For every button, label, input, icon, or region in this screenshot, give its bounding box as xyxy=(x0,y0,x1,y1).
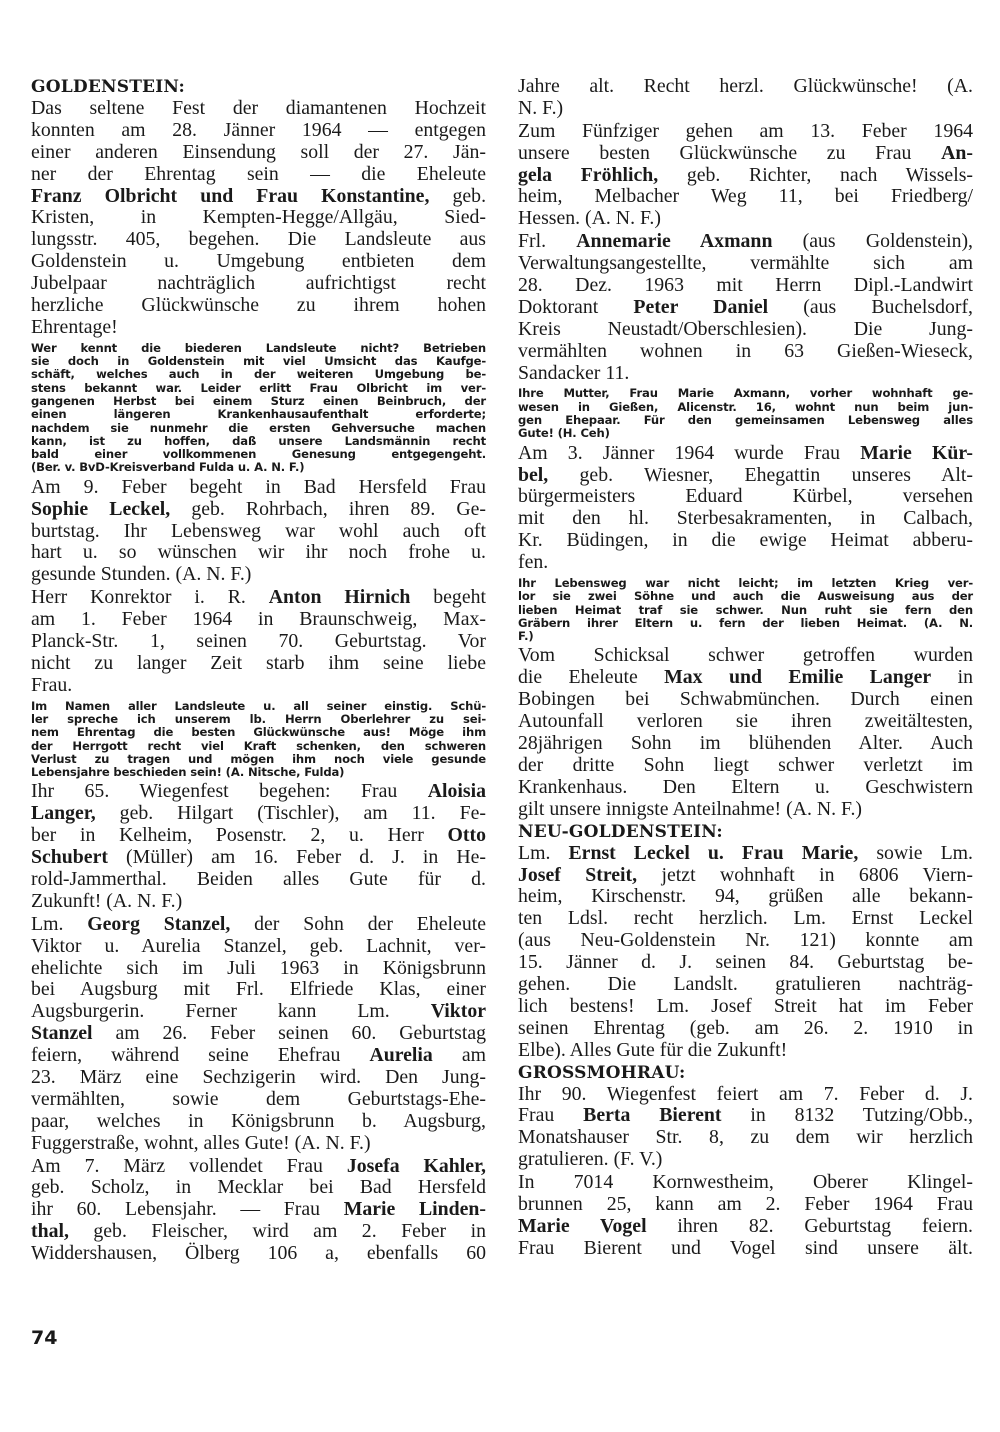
text-line xyxy=(31,382,486,395)
text-line xyxy=(31,1001,486,1023)
text-line xyxy=(518,865,973,887)
text-run: Kreis Neustadt/Oberschlesien). Die Jung- xyxy=(518,317,973,340)
text-line xyxy=(518,667,973,689)
bold-name: Aurelia xyxy=(369,1044,433,1067)
text-run: (Müller) am 16. Feber d. J. in He- xyxy=(107,846,486,869)
text-line xyxy=(31,564,486,586)
page-number: 74 xyxy=(31,1327,58,1349)
bold-name: Josefa Kahler, xyxy=(346,1154,486,1177)
comment-paragraph xyxy=(31,700,486,780)
text-line xyxy=(31,825,486,847)
text-run: rold-Jammerthal. Beiden alles Gute für d. xyxy=(31,868,486,891)
bold-name: Ernst Leckel u. Frau Marie, xyxy=(568,841,859,864)
text-line xyxy=(31,461,486,474)
text-line xyxy=(518,733,973,755)
text-run: (aus Goldenstein), xyxy=(772,230,973,253)
article-paragraph xyxy=(518,1172,973,1260)
text-run: Doktorant xyxy=(518,295,634,318)
text-run: Ihre Mutter, Frau Marie Axmann, vorher wohnhaft ge- xyxy=(518,386,973,401)
text-run: vermählten, sowie dem Geburtstags-Ehe- xyxy=(31,1087,486,1110)
text-run: Herr Konrektor i. R. xyxy=(31,586,269,609)
article-paragraph xyxy=(31,98,486,339)
text-line xyxy=(518,319,973,341)
text-run: geb. Fleischer, wird am 2. Feber in xyxy=(68,1220,486,1243)
section-heading: GROSSMOHRAU: xyxy=(518,1062,686,1083)
bold-name: bel, xyxy=(518,463,549,486)
text-line xyxy=(518,143,973,165)
article-paragraph xyxy=(31,1156,486,1265)
text-run: stens bekannt war. Leider erlitt Frau Olbricht im ver- xyxy=(31,380,486,395)
text-run: jetzt wohnhaft in 6806 Viern- xyxy=(637,863,973,886)
text-line xyxy=(31,408,486,421)
text-line xyxy=(518,76,973,98)
text-run: Vom Schicksal schwer getroffen wurden xyxy=(518,644,973,667)
text-line xyxy=(31,164,486,186)
text-run: geb. Rohrbach, ihren 89. Ge- xyxy=(170,497,487,520)
bold-name: Max und Emilie Langer xyxy=(664,666,932,689)
text-run: ihren 82. Geburtstag feiern. xyxy=(646,1214,974,1237)
text-line xyxy=(518,1194,973,1216)
text-run: gen Ehepaar. Für den gemeinsamen Lebensweg alles xyxy=(518,413,973,428)
text-line xyxy=(31,1089,486,1111)
text-line xyxy=(31,368,486,381)
text-run: Goldenstein u. Umgebung entbieten dem xyxy=(31,250,486,273)
text-line xyxy=(518,777,973,799)
text-run: wesen in Gießen, Alicenstr. 16, wohnt nun beim jun- xyxy=(518,399,973,414)
text-line xyxy=(31,521,486,543)
text-run: Elbe). Alles Gute für die Zukunft! xyxy=(518,1038,788,1061)
text-run: brunnen 25, kann am 2. Feber 1964 Frau xyxy=(518,1192,973,1215)
text-line xyxy=(518,165,973,187)
text-line xyxy=(518,755,973,777)
text-line xyxy=(518,590,973,603)
text-run: herzliche Glückwünsche zu ihrem hohen xyxy=(31,294,486,317)
text-run: Frau xyxy=(518,1104,584,1127)
text-line xyxy=(518,552,973,574)
bold-name: Anton Hirnich xyxy=(268,586,411,609)
text-line xyxy=(31,726,486,739)
text-line xyxy=(31,1199,486,1221)
article-paragraph xyxy=(518,1084,973,1172)
text-line xyxy=(31,355,486,368)
text-run: paar, welches in Königsbrunn b. Augsburg, xyxy=(31,1109,486,1132)
text-run: (aus Buchelsdorf, xyxy=(768,295,973,318)
text-run: Am 7. März vollendet Frau xyxy=(31,1154,347,1177)
text-line xyxy=(518,617,973,630)
text-line xyxy=(518,1238,973,1260)
text-line xyxy=(31,781,486,803)
text-line xyxy=(518,930,973,952)
text-run: gangenen Herbst bei einem Sturz einen Beinbruch, der xyxy=(31,393,486,408)
text-run: Jahre alt. Recht herzl. Glückwünsche! (A. xyxy=(518,75,973,97)
text-line xyxy=(518,799,973,821)
bold-name: Berta Bierent xyxy=(583,1104,722,1127)
comment-paragraph xyxy=(518,577,973,643)
article-paragraph xyxy=(518,645,973,820)
text-run: Zukunft! (A. N. F.) xyxy=(31,889,183,912)
text-run: Lm. xyxy=(31,912,88,935)
text-line xyxy=(518,1084,973,1106)
text-line xyxy=(31,186,486,208)
text-line xyxy=(518,208,973,230)
text-run: heim, Kirschenstr. 94, grüßen alle bekann- xyxy=(518,885,973,908)
text-line xyxy=(518,530,973,552)
text-run: kann, ist zu hoffen, daß unsere Landsmännin recht xyxy=(31,433,486,448)
text-run: Kristen, in Kempten-Hegge/Allgäu, Sied- xyxy=(31,206,486,229)
text-run: ihr 60. Lebensjahr. — Frau xyxy=(31,1198,344,1221)
text-line xyxy=(518,974,973,996)
text-line xyxy=(31,803,486,825)
text-line xyxy=(518,401,973,414)
text-run: Autounfall verloren sie ihren zweitältesten, xyxy=(518,710,973,733)
text-line xyxy=(31,1067,486,1089)
text-run: Zum Fünfziger gehen am 13. Feber 1964 xyxy=(518,119,973,142)
text-line xyxy=(31,229,486,251)
text-run: Lm. xyxy=(518,841,569,864)
bold-name: Marie Linden- xyxy=(343,1198,487,1221)
text-run: 28jährigen Sohn im blühenden Alter. Auch xyxy=(518,732,973,755)
text-run: Verwaltungsangestellte, vermählte sich am xyxy=(518,252,973,275)
text-run: Ihr Lebensweg war nicht leicht; im letzten Krieg ver- xyxy=(518,576,973,590)
article-paragraph xyxy=(31,587,486,696)
text-run: Frl. xyxy=(518,230,577,253)
text-line xyxy=(31,609,486,631)
text-run: vermählten wohnen in 63 Gießen-Wieseck, xyxy=(518,339,973,362)
text-line xyxy=(518,908,973,930)
text-run: In 7014 Kornwestheim, Oberer Klingel- xyxy=(518,1171,973,1194)
text-line xyxy=(31,542,486,564)
text-run: Am 9. Feber begeht in Bad Hersfeld Frau xyxy=(31,475,486,498)
text-run: feiern, während seine Ehefrau xyxy=(31,1044,370,1067)
text-run: lieben Heimat traf sie schwer. Nun ruht sie fern den xyxy=(518,602,973,617)
text-line xyxy=(518,689,973,711)
text-line xyxy=(518,1149,973,1171)
text-line xyxy=(31,936,486,958)
bold-name: thal, xyxy=(31,1220,69,1243)
text-run: Ihr 90. Wiegenfest feiert am 7. Feber d. J. xyxy=(518,1082,973,1105)
text-run: Bobingen bei Schwabmünchen. Durch einen xyxy=(518,688,973,711)
text-line xyxy=(518,996,973,1018)
text-line xyxy=(518,341,973,363)
text-line xyxy=(31,587,486,609)
article-paragraph xyxy=(518,231,973,384)
text-run: Verlust zu tragen und mögen ihm noch viele gesunde xyxy=(31,751,486,766)
text-run: 28. Dez. 1963 mit Herrn Dipl.-Landwirt xyxy=(518,274,973,297)
bold-name: Franz Olbricht und Frau Konstantine, xyxy=(31,184,430,207)
text-line xyxy=(518,952,973,974)
text-line xyxy=(31,766,486,779)
text-run: gesunde Stunden. (A. N. F.) xyxy=(31,563,252,586)
section-heading: GOLDENSTEIN: xyxy=(31,77,185,97)
text-line xyxy=(31,1133,486,1155)
text-line xyxy=(31,342,486,355)
text-line xyxy=(31,753,486,766)
text-line xyxy=(31,435,486,448)
text-run: F.) xyxy=(518,629,534,644)
text-run: 23. März eine Sechzigerin wird. Den Jung- xyxy=(31,1066,486,1089)
text-run: Frau Bierent und Vogel sind unsere ält. xyxy=(518,1236,973,1259)
text-run: begeht xyxy=(410,586,486,609)
text-run: ler spreche ich unserem lb. Herrn Oberlehrer zu sei- xyxy=(31,711,486,726)
text-run: sowie Lm. xyxy=(858,841,973,864)
text-run: sie doch in Goldenstein mit viel Umsicht das Kaufge- xyxy=(31,354,486,369)
text-line xyxy=(31,395,486,408)
text-line xyxy=(518,414,973,427)
text-line xyxy=(518,843,973,865)
bold-name: gela Fröhlich, xyxy=(518,163,659,186)
text-run: ber in Kelheim, Posenstr. 2, u. Herr xyxy=(31,824,448,847)
text-run: Planck-Str. 1, seinen 70. Geburtstag. Vor xyxy=(31,630,486,652)
text-run: bald einer vollkommenen Genesung entgegengeht. xyxy=(31,447,486,462)
text-run: die Eheleute xyxy=(518,666,665,689)
bold-name: Peter Daniel xyxy=(633,295,769,318)
text-line xyxy=(31,448,486,461)
bold-name: Annemarie Axmann xyxy=(576,230,773,253)
text-run: unsere besten Glückwünsche zu Frau xyxy=(518,141,942,164)
article-paragraph xyxy=(518,76,973,120)
text-line xyxy=(518,427,973,440)
text-line xyxy=(31,1243,486,1265)
text-line xyxy=(31,869,486,891)
text-line xyxy=(518,387,973,400)
text-run: geb. Scholz, in Mecklar bei Bad Hersfeld xyxy=(31,1176,486,1199)
bold-name: Sophie Leckel, xyxy=(31,497,171,520)
text-line xyxy=(31,740,486,753)
text-line xyxy=(518,98,973,120)
text-run: nachdem sie nunmehr die ersten Gehversuche machen xyxy=(31,420,486,435)
text-line xyxy=(31,120,486,142)
text-run: Lebensjahre beschieden sein! (A. Nitsche, Fulda) xyxy=(31,765,345,780)
text-line xyxy=(518,711,973,733)
text-run: N. F.) xyxy=(518,96,564,119)
text-line xyxy=(518,1127,973,1149)
text-line xyxy=(31,98,486,120)
text-line xyxy=(518,1216,973,1238)
text-run: hart u. so wünschen wir ihr noch frohe u. xyxy=(31,541,486,564)
text-line xyxy=(31,317,486,339)
text-line xyxy=(518,1018,973,1040)
text-run: gratulieren. (F. V.) xyxy=(518,1148,663,1171)
text-run: ehelichte sich im Juli 1963 in Königsbrunn xyxy=(31,956,486,979)
text-line xyxy=(31,631,486,653)
text-line xyxy=(518,275,973,297)
text-run: Im Namen aller Landsleute u. all seiner einstig. Schü- xyxy=(31,698,486,713)
text-run: der Herrgott recht viel Kraft schenken, den schweren xyxy=(31,738,486,753)
text-run: mit den hl. Sterbesakramenten, in Calbach, xyxy=(518,507,973,530)
text-run: geb. Wiesner, Ehegattin unseres Alt- xyxy=(548,463,973,486)
text-line xyxy=(31,914,486,936)
text-run: geb. Hilgart (Tischler), am 11. Fe- xyxy=(95,802,486,825)
article-paragraph xyxy=(518,843,973,1062)
text-run: seinen Ehrentag (geb. am 26. 2. 1910 in xyxy=(518,1016,973,1039)
bold-name: Aloisia xyxy=(427,780,486,803)
text-run: gehen. Die Landslt. gratulieren nachträg- xyxy=(518,972,973,995)
text-line xyxy=(518,465,973,487)
text-run: Frau. xyxy=(31,673,73,696)
bold-name: An- xyxy=(941,141,973,164)
text-run: Am 3. Jänner 1964 wurde Frau xyxy=(518,441,861,464)
text-run: Das seltene Fest der diamantenen Hochzeit xyxy=(31,97,486,119)
text-line xyxy=(31,477,486,499)
text-run: am 1. Feber 1964 in Braunschweig, Max- xyxy=(31,608,486,631)
text-line xyxy=(31,251,486,273)
text-line xyxy=(31,422,486,435)
text-line xyxy=(31,713,486,726)
text-line xyxy=(518,253,973,275)
bold-name: Marie Vogel xyxy=(518,1214,647,1237)
text-line xyxy=(518,186,973,208)
bold-name: Stanzel xyxy=(31,1022,93,1045)
text-line xyxy=(518,604,973,617)
article-paragraph xyxy=(31,477,486,586)
right-column xyxy=(518,76,973,1260)
text-line xyxy=(518,443,973,465)
text-run: lungsstr. 405, begehen. Die Landsleute aus xyxy=(31,228,486,251)
article-paragraph xyxy=(518,443,973,574)
text-line xyxy=(518,508,973,530)
text-run: ner der Ehrentag sein — die Eheleute xyxy=(31,162,486,185)
text-run: Wer kennt die biederen Landsleute nicht? Betrieben xyxy=(31,340,486,355)
text-line xyxy=(31,675,486,697)
text-line xyxy=(518,1105,973,1127)
text-run: gilt unsere innigste Anteilnahme! (A. N. F.) xyxy=(518,797,862,820)
text-line xyxy=(518,1040,973,1062)
text-line xyxy=(518,231,973,253)
text-line xyxy=(31,979,486,1001)
bold-name: Schubert xyxy=(31,846,108,869)
text-line xyxy=(518,121,973,143)
text-line xyxy=(31,847,486,869)
text-line xyxy=(31,1177,486,1199)
text-line xyxy=(31,1111,486,1133)
text-run: 15. Jänner d. J. seinen 84. Geburtstag be- xyxy=(518,951,973,974)
text-run: lich bestens! Lm. Josef Streit hat im Feber xyxy=(518,994,973,1017)
text-line xyxy=(31,891,486,913)
text-line xyxy=(518,630,973,643)
text-run: Gräbern ihrer Eltern u. fern der lieben Heimat. (A. N. xyxy=(518,615,973,630)
text-run: heim, Melbacher Weg 11, bei Friedberg/ xyxy=(518,185,973,208)
text-run: Krankenhaus. Den Eltern u. Geschwistern xyxy=(518,775,973,798)
text-run: nem Ehrentag die besten Glückwünsche aus! Möge ihm xyxy=(31,725,486,740)
text-run: Monatshauser Str. 8, zu dem wir herzlich xyxy=(518,1126,973,1149)
text-line xyxy=(31,958,486,980)
text-run: schäft, welches auch in der weiteren Umgebung be- xyxy=(31,367,486,382)
text-run: Fuggerstraße, wohnt, alles Gute! (A. N. F.) xyxy=(31,1131,371,1154)
bold-name: Josef Streit, xyxy=(518,863,638,886)
text-line xyxy=(518,886,973,908)
text-line xyxy=(31,1023,486,1045)
text-run: lor sie zwei Söhne und auch die Ausweisung aus der xyxy=(518,589,973,604)
article-paragraph xyxy=(31,781,486,912)
text-run: geb. Richter, nach Wissels- xyxy=(658,163,973,186)
text-run: (aus Neu-Goldenstein Nr. 121) konnte am xyxy=(518,929,973,952)
text-line xyxy=(31,142,486,164)
text-run: Jubelpaar nachträglich aufrichtigst recht xyxy=(31,272,486,295)
text-line xyxy=(31,1156,486,1178)
text-line xyxy=(31,295,486,317)
bold-name: Otto xyxy=(447,824,486,847)
article-paragraph xyxy=(31,914,486,1155)
text-line xyxy=(31,273,486,295)
text-line xyxy=(518,297,973,319)
text-line xyxy=(31,1221,486,1243)
text-run: Ihr 65. Wiegenfest begehen: Frau xyxy=(31,780,428,803)
text-run: bürgermeisters Eduard Kürbel, versehen xyxy=(518,485,973,508)
text-line xyxy=(518,577,973,590)
text-run: fen. xyxy=(518,551,549,574)
text-run: in xyxy=(931,666,973,689)
text-run: geb. xyxy=(429,184,487,207)
text-line xyxy=(31,499,486,521)
text-run: bei Augsburg mit Frl. Elfriede Klas, einer xyxy=(31,978,486,1001)
text-line xyxy=(518,645,973,667)
left-column xyxy=(31,76,486,1265)
text-run: einen längeren Krankenhausaufenthalt erforderte; xyxy=(31,407,486,422)
text-run: Gute! (H. Ceh) xyxy=(518,426,610,441)
comment-paragraph xyxy=(518,387,973,440)
text-run: der dritte Sohn liegt schwer verletzt im xyxy=(518,753,973,776)
text-line xyxy=(31,207,486,229)
bold-name: Viktor xyxy=(430,1000,486,1023)
text-run: konnten am 28. Jänner 1964 — entgegen xyxy=(31,118,486,141)
article-paragraph xyxy=(518,121,973,230)
bold-name: Georg Stanzel, xyxy=(87,912,231,935)
text-run: Widdershausen, Ölberg 106 a, ebenfalls 60 xyxy=(31,1242,486,1265)
text-run: der Sohn der Eheleute xyxy=(230,912,486,935)
text-run: Viktor u. Aurelia Stanzel, geb. Lachnit, ver- xyxy=(31,934,486,957)
text-run: Sandacker 11. xyxy=(518,361,630,384)
text-line xyxy=(518,1172,973,1194)
text-line xyxy=(31,700,486,713)
text-line xyxy=(31,1045,486,1067)
text-run: in 8132 Tutzing/Obb., xyxy=(721,1104,974,1127)
bold-name: Langer, xyxy=(31,802,96,825)
text-run: am 26. Feber seinen 60. Geburtstag xyxy=(92,1022,486,1045)
text-run: burtstag. Ihr Lebensweg war wohl auch oft xyxy=(31,519,486,542)
text-run: einer anderen Einsendung soll der 27. Jän- xyxy=(31,140,486,163)
comment-paragraph xyxy=(31,342,486,475)
bold-name: Marie Kür- xyxy=(860,441,973,464)
text-run: (Ber. v. BvD-Kreisverband Fulda u. A. N. F.) xyxy=(31,460,305,475)
text-line xyxy=(518,363,973,385)
text-line xyxy=(518,486,973,508)
text-run: Kr. Büdingen, in die ewige Heimat abberu- xyxy=(518,529,973,552)
text-run: am xyxy=(432,1044,486,1067)
text-run: Augsburgerin. Ferner kann Lm. xyxy=(31,1000,431,1023)
text-run: Ehrentage! xyxy=(31,315,118,338)
text-run: Hessen. (A. N. F.) xyxy=(518,207,661,230)
section-heading: NEU-GOLDENSTEIN: xyxy=(518,821,723,842)
text-line xyxy=(31,653,486,675)
text-run: ten Ldsl. recht herzlich. Lm. Ernst Leckel xyxy=(518,907,973,930)
text-run: nicht zu langer Zeit starb ihm seine liebe xyxy=(31,651,486,674)
